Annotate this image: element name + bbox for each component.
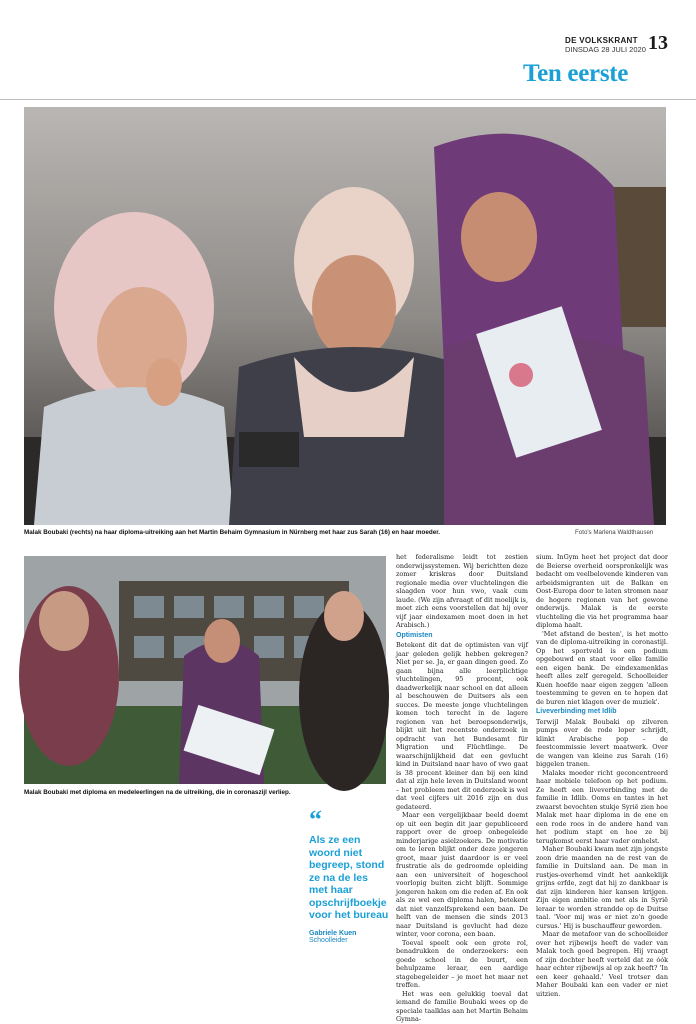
main-photo [24, 107, 666, 525]
paragraph: Toeval speelt ook een grote rol, benadrukken de onderzoekers: een goede school in de buurt, een behulpzame leraar, een aardige stagebegeleider – je moet het maar net treffen. [396, 938, 528, 989]
subheading-optimisten: Optimisten [396, 631, 433, 639]
paragraph: Het was een gelukkig toeval dat iemand de familie Boubaki wees op de speciale taalklas aan het Martin Behaim Gymna- [396, 989, 528, 1023]
second-photo [24, 556, 386, 784]
paragraph: Betekent dit dat de optimisten van vijf jaar geleden gelijk hebben gekregen? Niet per se. Ja, er gaan dingen goed. Zo gaan bijna alle leerplichtige vluchtelingen, 95 procent, ook daadwerkelijk naar school en dat alleen al beschouwen de Duitsers als een succes. De meeste jonge vluchtelingen komen toch terecht in de lagere regionen van het beroepsonderwijs, blijkt uit het recentste onderzoek in opdracht van het Bundesamt für Migration und Flüchtlinge. De waarschijnlijkheid dat een gevlucht kind in Duitsland naar havo of vwo gaat is 38 procent kleiner dan bij een kind dat al zijn hele leven in Duitsland woont – het probleem met dit onderzoek is wel dat veel cijfers uit 2016 zijn en dus gedateerd. [396, 641, 528, 811]
issue-date: DINSDAG 28 JULI 2020 [565, 45, 646, 54]
main-photo-image [24, 107, 666, 525]
subheading-liveverbinding: Liveverbinding met Idlib [536, 708, 617, 715]
paragraph: Malaks moeder richt geconcentreerd haar mobiele telefoon op het podium. Ze heeft een liveverbinding met de familie in Idlib. Ooms en tantes in het zwaarst bevochten stukje Syrië zien hoe Malak met haar diploma in de ene en een rode roos in de andere hand van het podium stapt en hoe ze bij terugkomst eerst haar vader omhelst. [536, 768, 668, 845]
quote-mark-icon: “ [309, 805, 322, 834]
photo-credit: Foto's Marlena Waldthausen [575, 529, 654, 536]
newspaper-name: DE VOLKSKRANT [565, 36, 638, 45]
pull-quote-text: Als ze een woord niet begreep, stond ze na de les met haar opschrijfboekje voor het bureau [309, 834, 389, 921]
article-column-3 [396, 553, 528, 1023]
second-photo-image [24, 556, 386, 784]
pull-quote [309, 805, 389, 944]
pull-quote-role: Schoolleider [309, 936, 348, 944]
article-column-4 [536, 553, 668, 998]
paragraph: sium. InGym heet het project dat door de Beierse overheid oorspronkelijk was bedacht om veelbelovende kinderen van arbeidsmigranten uit de Balkan en Oost-Europa door te laten stromen naar de hogere regionen van het gewone onderwijs. Malak is de eerste vluchteling die via het programma haar diploma haalt. [536, 553, 668, 629]
pull-quote-name: Gabriele Kuen [309, 929, 357, 937]
paragraph: Maar de metafoor van de schoolleider over het rijbewijs heeft de vader van Malak toch goed begrepen. Hij vraagt of zijn dochter heeft verteld dat ze óók haar echter rijbewijs al op zak heeft? 'In een keer gehaald.' Veel trotser dan Maher Boubaki kan een vader er niet uitzien. [536, 930, 668, 998]
article-column-1 [24, 810, 156, 992]
page-number: 13 [648, 32, 668, 54]
second-photo-caption: Malak Boubaki met diploma en medeleerlingen na de uitreiking, die in coronaszijl verliep. [24, 789, 291, 796]
paragraph: 'Met afstand de besten', is het motto van de diploma-uitreiking in coronastijl. Op het sportveld is een podium opgebouwd en staat voor elke familie een eigen bank. De eindexamenklas heeft alles zelf geregeld. Schoolleider Kuen hoefde naar eigen zeggen 'alleen toestemming te geven en te hopen dat de buren niet klagen over de muziek'. [536, 629, 668, 706]
header-rule [0, 99, 696, 100]
main-photo-caption: Malak Boubaki (rechts) na haar diploma-uitreiking aan het Martin Behaim Gymnasium in Nürnberg met haar zus Sarah (16) en haar moeder. [24, 529, 441, 536]
paragraph: Maher Boubaki kwam met zijn jongste zoon drie maanden na de rest van de familie in Duitsland aan. De man in rustjes-overhemd vindt het aankeklijk grijns erfde, zegt dat hij zo dankbaar is dat zijn kinderen hier kansen krijgen. Zijn eigen ambitie om net als in Syrië leraar te worden strandde op de Duitse taal. 'Voor mij was er niet zo'n goede cursus.' Hij is buschauffeur geworden. [536, 845, 668, 930]
section-title: Ten eerste [523, 60, 629, 87]
paragraph: Maar een vergelijkbaar beeld doemt op uit een begin dit jaar gepubliceerd rapport over de groep onbegeleide minderjarige asielzoekers. De motivatie om te leren blijkt onder deze jongeren groot, maar juist daardoor is er veel frustratie als de gedroomde opleiding aan een universiteit of hogeschool voorlopig buiten zicht blijft. Sommige jongeren haken om die reden af. En ook als ze wel een diploma halen, betekent dat niet vanzelfsprekend een baan. De helft van de mensen die sinds 2013 naar Duitsland is gevlucht had deze winter, voor corona, een baan. [396, 811, 528, 938]
article-column-2 [163, 810, 295, 992]
paragraph: Terwijl Malak Boubaki op zilveren pumps over de rode loper schrijdt, klinkt Arabische pop – de feestcommissie levert maatwerk. Over de wangen van kleine zus Sarah (16) biggelen tranen. [536, 717, 668, 768]
paragraph: het federalisme leidt tot zestien onderwijssystemen. Wij berichtten deze zomer kriskras door Duitsland regionale media over vluchtelingen die slaagden voor hun vwo, vaak cum laude. (We zijn afvraagt of dit moelijk is, moet zich eens voorstellen dat hij over vijf jaar eindexamen moet doen in het Arabisch.) [396, 553, 528, 629]
